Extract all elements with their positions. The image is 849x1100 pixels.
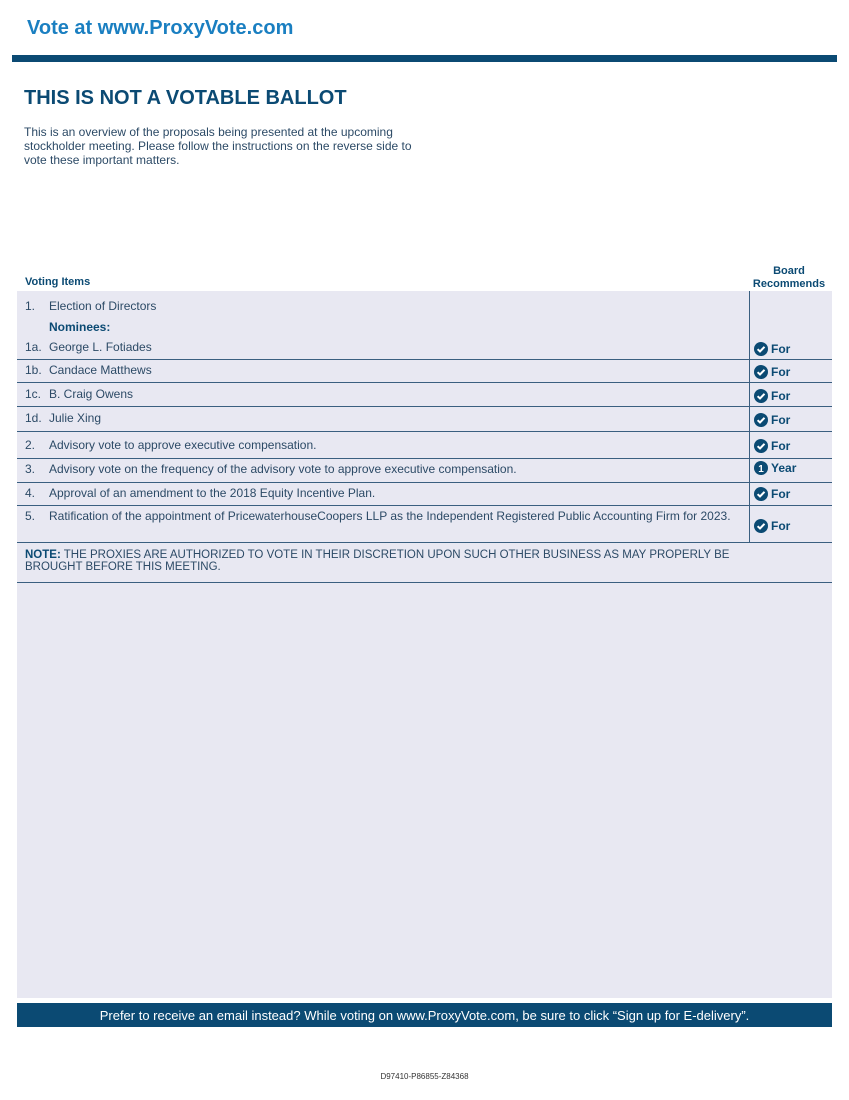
- voting-items-header: Voting Items: [25, 276, 91, 288]
- table-row: [17, 482, 832, 506]
- board-header-line1: Board: [773, 265, 805, 277]
- item-label: Advisory vote on the frequency of the advisory vote to approve executive compensation.: [49, 462, 517, 476]
- item-number: 5.: [25, 509, 36, 523]
- nominee-1b-text: [25, 364, 152, 377]
- item-label: Ratification of the appointment of PricewaterhouseCoopers LLP as the Independent Registered Public Accounting Firm for 2023.: [49, 509, 731, 523]
- item-5-text: [25, 510, 755, 523]
- recommendation-label: For: [771, 413, 791, 427]
- note-label: NOTE:: [25, 549, 61, 561]
- intro-text: This is an overview of the proposals being presented at the upcoming stockholder meeting. Please follow the instructions on the reverse side to vote these important matters.: [24, 125, 412, 167]
- item-label: Advisory vote to approve executive compensation.: [49, 438, 317, 452]
- number-one-circle-icon: [754, 461, 768, 475]
- nominee-1a-text: [25, 341, 152, 354]
- note-divider: [17, 582, 832, 583]
- item-number: 1b.: [25, 363, 42, 377]
- item-label: George L. Fotiades: [49, 340, 152, 354]
- note-text: [25, 549, 755, 573]
- item-number: 1d.: [25, 411, 42, 425]
- recommendation-label: For: [771, 519, 791, 533]
- recommendation-label: For: [771, 439, 791, 453]
- check-circle-icon: [754, 519, 768, 533]
- table-row: [17, 382, 832, 407]
- e-delivery-banner: [17, 1003, 832, 1027]
- check-circle-icon: [754, 342, 768, 356]
- board-header-line2: Recommends: [752, 278, 826, 290]
- recommendation-5: [754, 519, 790, 533]
- table-row: [17, 406, 832, 432]
- item-1-text: [25, 300, 156, 313]
- nominee-1d-text: [25, 412, 101, 425]
- item-number: 4.: [25, 486, 36, 500]
- check-circle-icon: [754, 487, 768, 501]
- check-circle-icon: [754, 413, 768, 427]
- document-code: D97410-P86855-Z84368: [380, 1072, 469, 1081]
- nominees-label: Nominees:: [49, 320, 111, 334]
- recommendation-label: For: [771, 487, 791, 501]
- item-number: 1a.: [25, 340, 42, 354]
- recommendation-4: [754, 487, 790, 501]
- item-4-text: [25, 487, 375, 500]
- check-circle-icon: [754, 439, 768, 453]
- item-3-text: [25, 463, 517, 476]
- item-2-text: [25, 439, 316, 452]
- table-row: [17, 431, 832, 459]
- check-circle-icon: [754, 389, 768, 403]
- recommendation-label: For: [771, 365, 791, 379]
- item-label: Julie Xing: [49, 411, 102, 425]
- recommendation-label: For: [771, 389, 791, 403]
- e-delivery-text: Prefer to receive an email instead? While voting on www.ProxyVote.com, be sure to click “Sign up for E-delivery”.: [99, 1007, 750, 1023]
- page-title: THIS IS NOT A VOTABLE BALLOT: [24, 87, 347, 109]
- table-row: [17, 505, 832, 543]
- item-label: B. Craig Owens: [49, 387, 134, 401]
- recommendation-label: Year: [771, 461, 797, 475]
- table-row: [17, 359, 832, 383]
- recommendation-1d: [754, 413, 790, 427]
- icon-number: 1: [758, 464, 764, 475]
- item-number: 1.: [25, 299, 36, 313]
- item-number: 1c.: [25, 387, 42, 401]
- recommendation-3: [754, 461, 796, 475]
- table-row: [17, 291, 832, 360]
- item-number: 2.: [25, 438, 36, 452]
- item-label: Candace Matthews: [49, 363, 152, 377]
- recommendation-1a: [754, 342, 790, 356]
- item-label: Election of Directors: [49, 299, 157, 313]
- header-rule: [12, 55, 837, 62]
- proxyvote-link[interactable]: Vote at www.ProxyVote.com: [27, 17, 294, 39]
- recommendation-2: [754, 439, 790, 453]
- item-label: Approval of an amendment to the 2018 Equity Incentive Plan.: [49, 486, 376, 500]
- recommendation-label: For: [771, 342, 791, 356]
- recommendation-1b: [754, 365, 790, 379]
- note-body: THE PROXIES ARE AUTHORIZED TO VOTE IN THEIR DISCRETION UPON SUCH OTHER BUSINESS AS MAY PROPERLY BE BROUGHT BEFORE THIS MEETING.: [25, 549, 730, 573]
- nominee-1c-text: [25, 388, 133, 401]
- item-number: 3.: [25, 462, 36, 476]
- board-recommends-header: [748, 265, 830, 291]
- recommendation-1c: [754, 389, 790, 403]
- check-circle-icon: [754, 365, 768, 379]
- table-row: [17, 458, 832, 483]
